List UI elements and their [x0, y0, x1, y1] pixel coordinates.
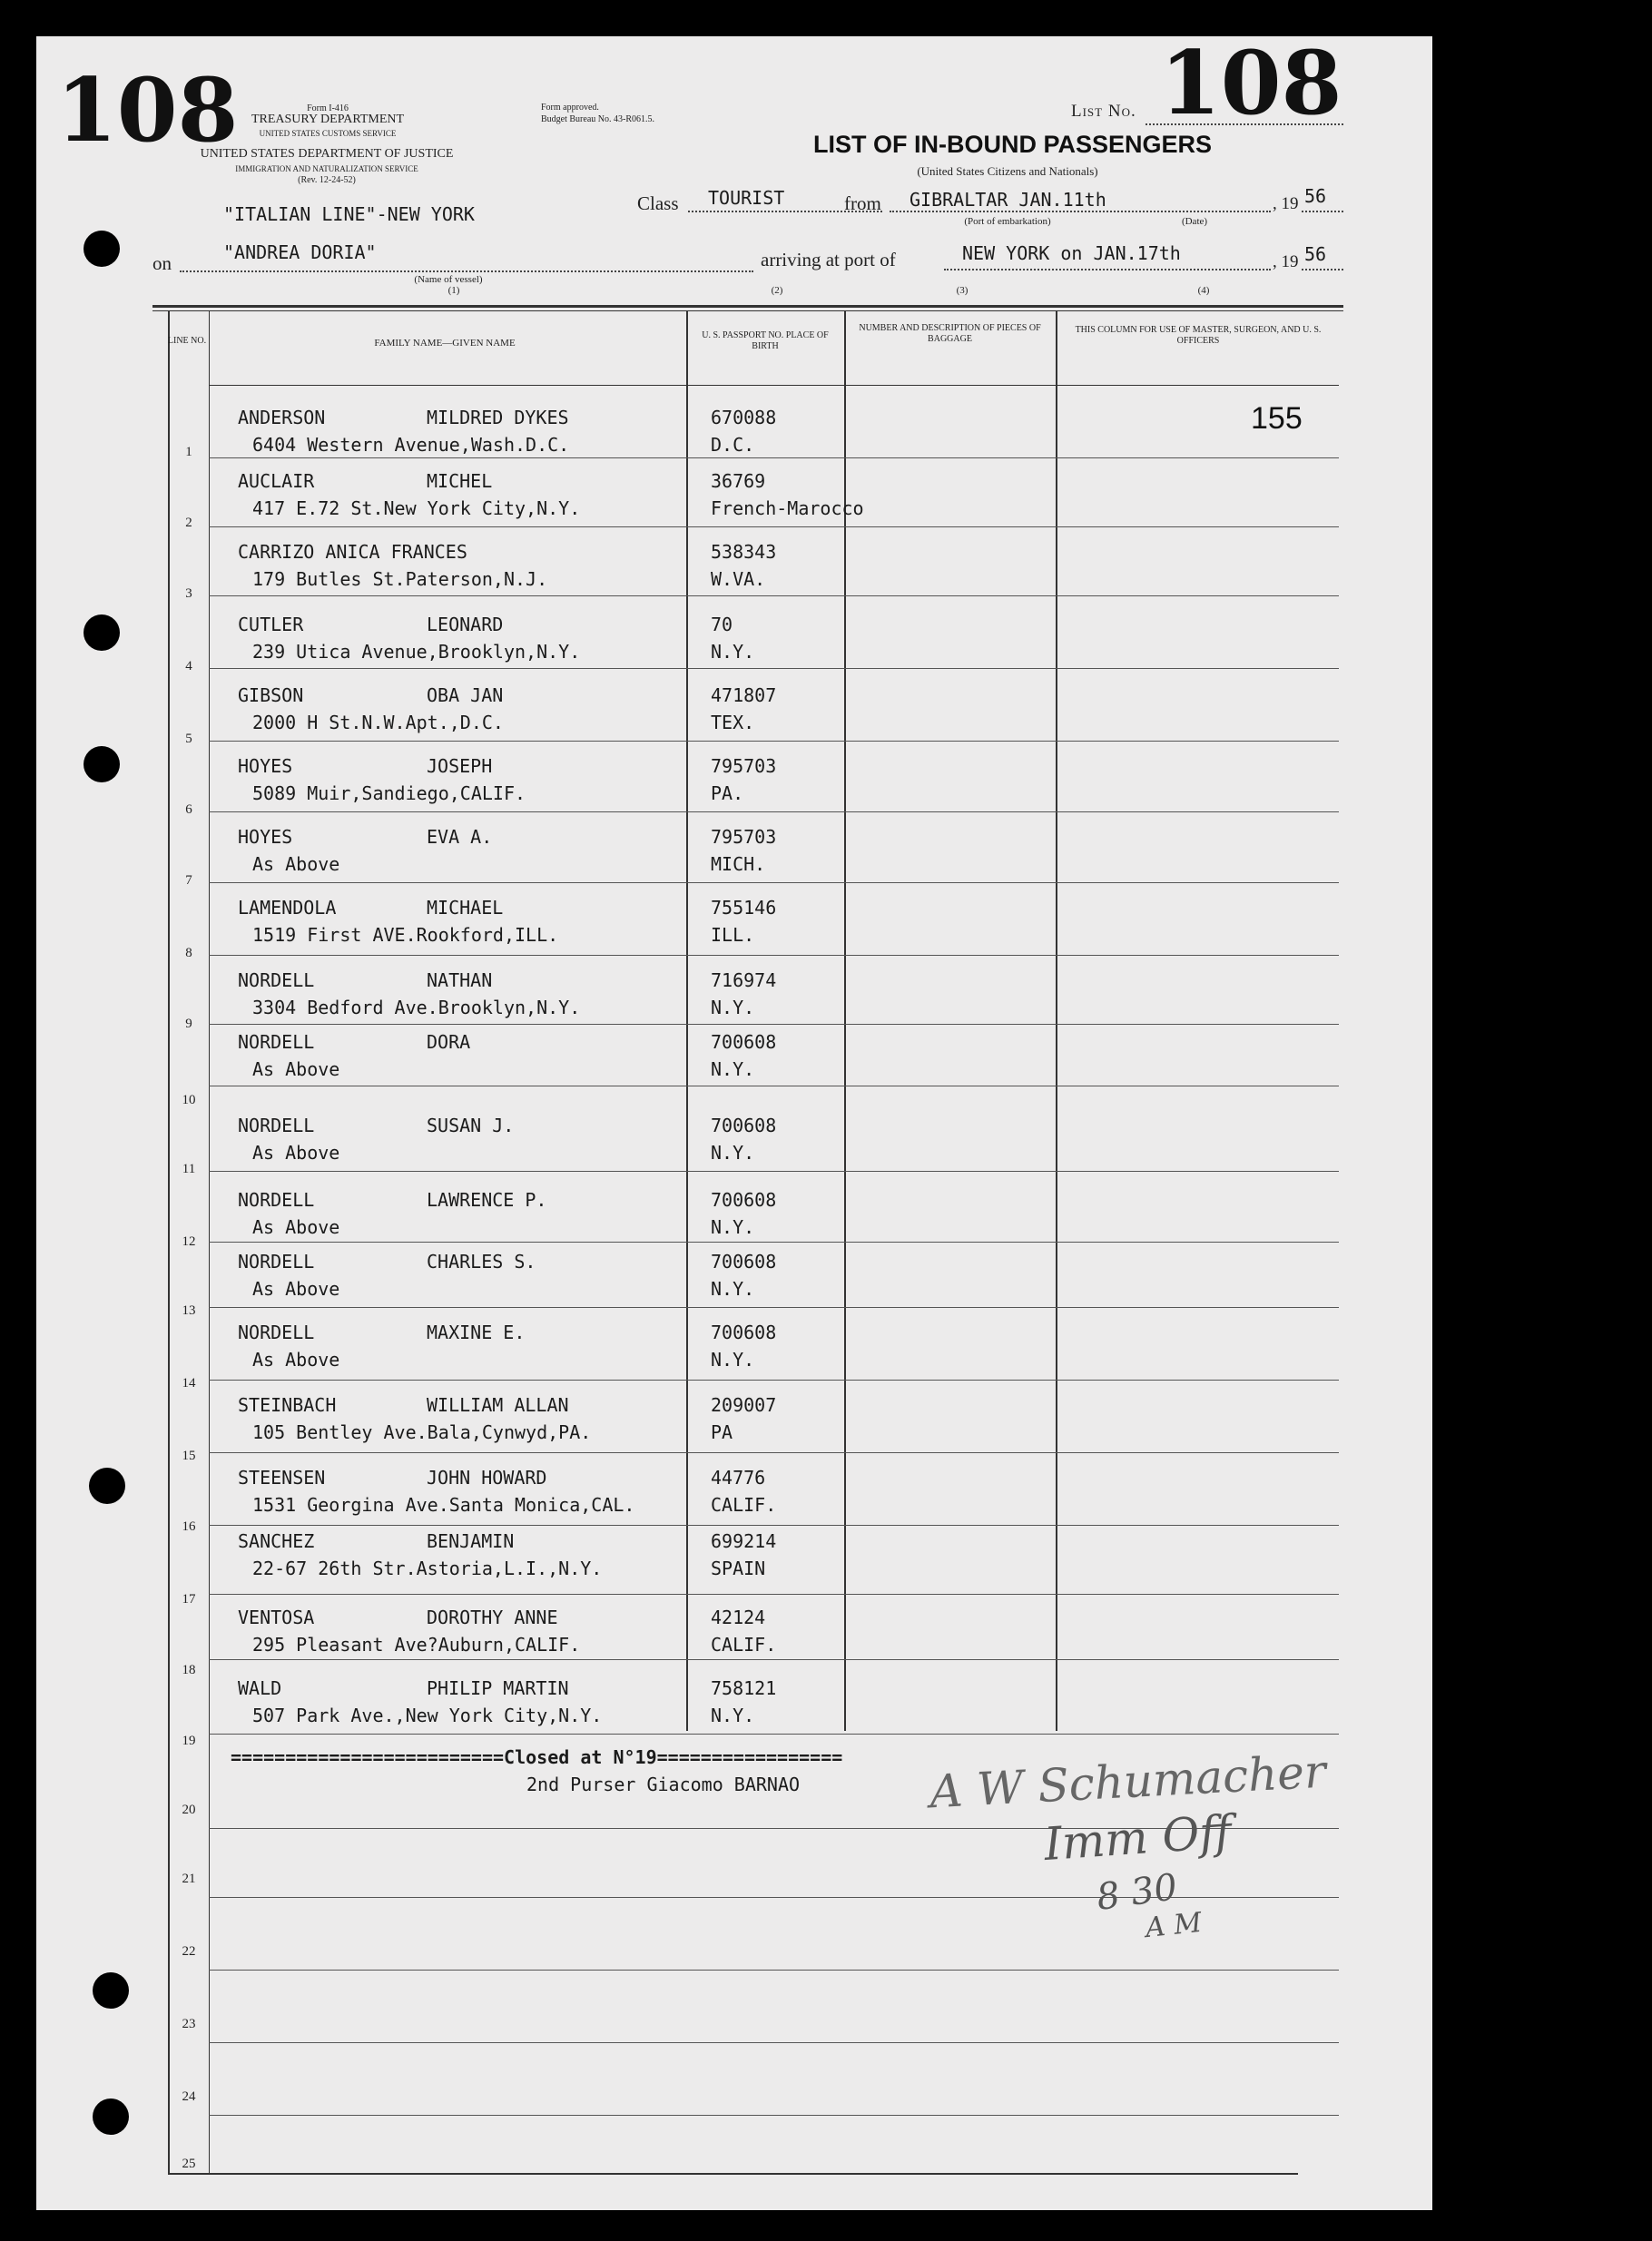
line-number: 21	[182, 1872, 196, 1886]
place-of-birth: N.Y.	[711, 1142, 755, 1164]
list-number-stamp-right: 108	[1160, 32, 1342, 134]
from-label: from	[844, 192, 881, 214]
date-caption: (Date)	[1181, 216, 1208, 227]
line-number: 1	[185, 445, 192, 459]
place-of-birth: N.Y.	[711, 1349, 755, 1371]
year-value-1: 56	[1304, 185, 1327, 207]
line-number: 12	[182, 1234, 196, 1249]
line-number: 5	[185, 732, 192, 746]
passport-number: 700608	[711, 1189, 777, 1211]
column-number-4: (4)	[1197, 285, 1210, 296]
embarkation-value: GIBRALTAR JAN.11th	[910, 189, 1106, 211]
passenger-family-name: STEINBACH	[238, 1394, 337, 1416]
passenger-given-name: MICHEL	[427, 470, 493, 492]
signature-ampm: A M	[1144, 1906, 1204, 1945]
punch-hole	[93, 1972, 129, 2009]
place-of-birth: N.Y.	[711, 1278, 755, 1300]
on-label: on	[152, 252, 172, 274]
passport-number: 755146	[711, 897, 777, 919]
passenger-family-name: SANCHEZ	[238, 1530, 315, 1552]
header-baggage: NUMBER AND DESCRIPTION OF PIECES OF BAGGAGE	[859, 323, 1041, 344]
passenger-given-name: WILLIAM ALLAN	[427, 1394, 569, 1416]
year-prefix-1: , 19	[1273, 194, 1299, 213]
arriving-label: arriving at port of	[761, 249, 896, 270]
line-number: 8	[185, 946, 192, 960]
table-left-border	[168, 310, 170, 2173]
baggage-column-border	[1056, 310, 1057, 1731]
passenger-given-name: MICHAEL	[427, 897, 504, 919]
passenger-given-name: BENJAMIN	[427, 1530, 515, 1552]
passenger-address: 239 Utica Avenue,Brooklyn,N.Y.	[252, 641, 581, 663]
passport-number: 209007	[711, 1394, 777, 1416]
line-number: 13	[182, 1303, 196, 1318]
passenger-family-name: CUTLER	[238, 614, 304, 635]
place-of-birth: PA	[711, 1421, 733, 1443]
row-separator	[209, 1734, 1339, 1735]
line-number: 3	[185, 586, 192, 601]
year-prefix-2: , 19	[1273, 252, 1299, 271]
row-separator	[209, 1242, 1339, 1243]
passenger-given-name: CHARLES S.	[427, 1251, 536, 1273]
passenger-address: 1519 First AVE.Rookford,ILL.	[252, 924, 559, 946]
document-subtitle: (United States Citizens and Nationals)	[917, 164, 1098, 178]
passenger-family-name: ANDERSON	[238, 407, 326, 428]
officer-signature: A W Schumacher	[928, 1745, 1328, 1819]
row-separator	[209, 1970, 1339, 1971]
form-approved: Form approved.	[541, 103, 599, 113]
line-number: 24	[182, 2089, 196, 2104]
row-separator	[209, 882, 1339, 883]
punch-hole	[89, 1468, 125, 1504]
line-number: 17	[182, 1592, 196, 1607]
port-caption: (Port of embarkation)	[964, 216, 1051, 227]
passport-number: 44776	[711, 1467, 766, 1489]
place-of-birth: N.Y.	[711, 997, 755, 1018]
passenger-family-name: CARRIZO ANICA FRANCES	[238, 541, 467, 563]
passenger-given-name: DORA	[427, 1031, 471, 1053]
passenger-given-name: DOROTHY ANNE	[427, 1607, 558, 1628]
passport-number: 670088	[711, 407, 777, 428]
row-separator	[209, 811, 1339, 812]
row-separator	[209, 668, 1339, 669]
budget-bureau: Budget Bureau No. 43-R061.5.	[541, 114, 654, 124]
punch-hole	[84, 231, 120, 267]
place-of-birth: CALIF.	[711, 1494, 777, 1516]
header-line-no: LINE NO.	[167, 336, 207, 346]
list-no-field	[1146, 123, 1343, 125]
passenger-address: As Above	[252, 1058, 340, 1080]
passenger-given-name: JOHN HOWARD	[427, 1467, 547, 1489]
class-label: Class	[637, 192, 679, 214]
place-of-birth: N.Y.	[711, 641, 755, 663]
passenger-family-name: NORDELL	[238, 1322, 315, 1343]
punch-hole	[84, 746, 120, 782]
line-number: 18	[182, 1663, 196, 1677]
row-separator	[209, 1171, 1339, 1172]
passenger-address: 179 Butles St.Paterson,N.J.	[252, 568, 548, 590]
passenger-address: As Above	[252, 1278, 340, 1300]
passenger-address: 6404 Western Avenue,Wash.D.C.	[252, 434, 570, 456]
arrival-field	[944, 269, 1271, 270]
vessel-name: "ANDREA DORIA"	[223, 241, 377, 263]
passenger-family-name: GIBSON	[238, 684, 304, 706]
passport-number: 700608	[711, 1031, 777, 1053]
passport-number: 699214	[711, 1530, 777, 1552]
place-of-birth: MICH.	[711, 853, 766, 875]
passport-number: 758121	[711, 1677, 777, 1699]
officer-note: 155	[1251, 401, 1303, 436]
passenger-address: 295 Pleasant Ave?Auburn,CALIF.	[252, 1634, 581, 1656]
row-separator	[209, 595, 1339, 596]
list-no-label: List No.	[1071, 102, 1136, 121]
passenger-given-name: MAXINE E.	[427, 1322, 526, 1343]
document-title: LIST OF IN-BOUND PASSENGERS	[813, 131, 1213, 158]
passenger-given-name: EVA A.	[427, 826, 493, 848]
line-number: 16	[182, 1519, 196, 1534]
table-top-border	[152, 305, 1343, 308]
passenger-family-name: WALD	[238, 1677, 282, 1699]
passenger-family-name: NORDELL	[238, 1189, 315, 1211]
row-separator	[209, 1525, 1339, 1526]
year-field-2	[1302, 269, 1343, 270]
passport-column-border	[844, 310, 846, 1731]
officer-title: Imm Off	[1042, 1804, 1234, 1872]
passport-number: 700608	[711, 1251, 777, 1273]
signature-time: 8 30	[1094, 1866, 1180, 1919]
line-number: 10	[182, 1093, 196, 1107]
line-number: 11	[182, 1162, 196, 1176]
passenger-family-name: HOYES	[238, 755, 293, 777]
header-passport: U. S. PASSPORT NO. PLACE OF BIRTH	[702, 330, 829, 351]
form-revision: (Rev. 12-24-52)	[298, 175, 356, 185]
passport-number: 795703	[711, 826, 777, 848]
place-of-birth: French-Marocco	[711, 497, 864, 519]
passenger-family-name: NORDELL	[238, 969, 315, 991]
row-separator	[209, 526, 1339, 527]
header-bottom-border	[209, 385, 1339, 386]
year-value-2: 56	[1304, 243, 1327, 265]
line-number: 4	[185, 659, 192, 673]
passenger-address: 417 E.72 St.New York City,N.Y.	[252, 497, 581, 519]
passport-number: 700608	[711, 1322, 777, 1343]
passenger-family-name: VENTOSA	[238, 1607, 315, 1628]
passport-number: 42124	[711, 1607, 766, 1628]
passenger-address: 5089 Muir,Sandiego,CALIF.	[252, 782, 526, 804]
passenger-address: 2000 H St.N.W.Apt.,D.C.	[252, 712, 504, 733]
passenger-address: As Above	[252, 853, 340, 875]
place-of-birth: N.Y.	[711, 1216, 755, 1238]
passenger-address: 3304 Bedford Ave.Brooklyn,N.Y.	[252, 997, 581, 1018]
header-name: FAMILY NAME—GIVEN NAME	[374, 338, 516, 349]
row-separator	[209, 741, 1339, 742]
line-number: 20	[182, 1803, 196, 1817]
place-of-birth: TEX.	[711, 712, 755, 733]
treasury-department: TREASURY DEPARTMENT	[251, 113, 405, 126]
passport-number: 471807	[711, 684, 777, 706]
row-separator	[209, 1659, 1339, 1660]
passenger-address: As Above	[252, 1216, 340, 1238]
passenger-family-name: NORDELL	[238, 1031, 315, 1053]
passenger-given-name: NATHAN	[427, 969, 493, 991]
passenger-family-name: HOYES	[238, 826, 293, 848]
passenger-given-name: SUSAN J.	[427, 1115, 515, 1136]
header-officers: THIS COLUMN FOR USE OF MASTER, SURGEON, AND U. S. OFFICERS	[1075, 325, 1322, 346]
line-number: 2	[185, 516, 192, 530]
punch-hole	[93, 2098, 129, 2135]
passenger-given-name: JOSEPH	[427, 755, 493, 777]
line-number: 19	[182, 1734, 196, 1748]
line-number: 6	[185, 802, 192, 817]
passport-number: 716974	[711, 969, 777, 991]
place-of-birth: N.Y.	[711, 1058, 755, 1080]
passenger-family-name: STEENSEN	[238, 1467, 326, 1489]
passenger-family-name: NORDELL	[238, 1115, 315, 1136]
customs-service: UNITED STATES CUSTOMS SERVICE	[259, 129, 397, 138]
column-number-1: (1)	[447, 285, 460, 296]
passport-number: 538343	[711, 541, 777, 563]
immigration-service: IMMIGRATION AND NATURALIZATION SERVICE	[235, 164, 418, 173]
place-of-birth: ILL.	[711, 924, 755, 946]
passenger-address: 507 Park Ave.,New York City,N.Y.	[252, 1705, 603, 1726]
passenger-given-name: OBA JAN	[427, 684, 504, 706]
row-separator	[209, 1452, 1339, 1453]
from-field	[890, 211, 1271, 212]
passenger-given-name: PHILIP MARTIN	[427, 1677, 569, 1699]
passenger-address: 1531 Georgina Ave.Santa Monica,CAL.	[252, 1494, 635, 1516]
line-number: 14	[182, 1376, 196, 1391]
year-field-1	[1302, 211, 1343, 212]
passenger-address: As Above	[252, 1142, 340, 1164]
row-separator	[209, 2042, 1339, 2043]
row-separator	[209, 457, 1339, 458]
row-separator	[209, 955, 1339, 956]
vessel-caption: (Name of vessel)	[414, 274, 483, 285]
line-number: 22	[182, 1944, 196, 1959]
passenger-family-name: NORDELL	[238, 1251, 315, 1273]
passport-number: 795703	[711, 755, 777, 777]
row-separator	[209, 1380, 1339, 1381]
passport-number: 36769	[711, 470, 766, 492]
passenger-family-name: LAMENDOLA	[238, 897, 337, 919]
department-of-justice: UNITED STATES DEPARTMENT OF JUSTICE	[200, 147, 454, 161]
place-of-birth: D.C.	[711, 434, 755, 456]
passenger-address: 105 Bentley Ave.Bala,Cynwyd,PA.	[252, 1421, 592, 1443]
column-number-3: (3)	[956, 285, 969, 296]
arrival-value: NEW YORK on JAN.17th	[962, 242, 1181, 264]
punch-hole	[84, 614, 120, 651]
place-of-birth: SPAIN	[711, 1558, 766, 1579]
line-number: 15	[182, 1449, 196, 1463]
line-number: 7	[185, 873, 192, 888]
place-of-birth: CALIF.	[711, 1634, 777, 1656]
passenger-given-name: LEONARD	[427, 614, 504, 635]
list-number-stamp-left: 108	[56, 59, 239, 162]
closing-line: =========================Closed at N°19=================	[231, 1746, 843, 1768]
purser-name: 2nd Purser Giacomo BARNAO	[526, 1774, 801, 1795]
passenger-given-name: MILDRED DYKES	[427, 407, 569, 428]
place-of-birth: N.Y.	[711, 1705, 755, 1726]
row-separator	[209, 2115, 1339, 2116]
line-number: 9	[185, 1017, 192, 1031]
line-number: 25	[182, 2157, 196, 2171]
passport-number: 70	[711, 614, 733, 635]
class-value: TOURIST	[708, 187, 785, 209]
passenger-given-name: LAWRENCE P.	[427, 1189, 547, 1211]
passenger-address: As Above	[252, 1349, 340, 1371]
place-of-birth: W.VA.	[711, 568, 766, 590]
row-separator	[209, 1594, 1339, 1595]
table-top-border	[152, 310, 1343, 311]
column-number-2: (2)	[771, 285, 783, 296]
name-column-border	[686, 310, 688, 1731]
table-bottom-border	[168, 2173, 1298, 2175]
place-of-birth: PA.	[711, 782, 744, 804]
row-separator	[209, 1024, 1339, 1025]
company-line: "ITALIAN LINE"-NEW YORK	[223, 203, 475, 225]
passenger-family-name: AUCLAIR	[238, 470, 315, 492]
line-number: 23	[182, 2017, 196, 2031]
passport-number: 700608	[711, 1115, 777, 1136]
row-separator	[209, 1307, 1339, 1308]
vessel-field	[180, 270, 753, 272]
form-number: Form I-416	[307, 103, 349, 113]
passenger-address: 22-67 26th Str.Astoria,L.I.,N.Y.	[252, 1558, 603, 1579]
